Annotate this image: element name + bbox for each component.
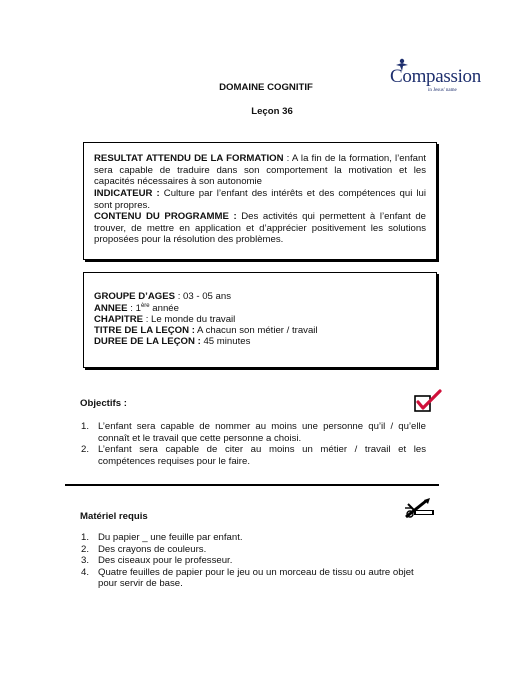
list-item-text: Des ciseaux pour le professeur. — [98, 555, 233, 567]
groupe-label: GROUPE D’AGES — [94, 291, 176, 302]
groupe-line — [94, 291, 231, 303]
list-item-text: L’enfant sera capable de citer au moins un métier / travail et les compétences requises pour le faire. — [98, 444, 426, 467]
titre-value: A chacun son métier / travail — [194, 325, 318, 336]
list-item — [81, 544, 426, 556]
contenu-text: Des activités qui permettent à l’enfant de trouver, de mettre en application et d’apprécier positivement les solutions proposées pour la résolution des problèmes. — [94, 211, 426, 246]
list-item-number: 3. — [81, 555, 90, 567]
resultat-text: : A la fin de la formation, l’enfant sera capable de traduire dans son comportement la motivation et les capacités nécessaires à son autonomie — [94, 153, 426, 188]
duree-line — [94, 336, 250, 348]
list-item-number: 1. — [81, 532, 90, 543]
chapitre-line — [94, 314, 235, 326]
annee-value-post: année — [149, 303, 179, 314]
list-item-text: Du papier _ une feuille par enfant. — [98, 532, 243, 543]
contenu-paragraph — [94, 211, 426, 246]
contenu-label: CONTENU DU PROGRAMME : — [94, 211, 237, 222]
annee-label: ANNEE — [94, 303, 128, 314]
compassion-logo — [382, 58, 481, 102]
materiel-list — [81, 532, 426, 590]
domain-title: DOMAINE COGNITIF — [219, 82, 313, 93]
resultat-paragraph — [94, 153, 426, 188]
titre-line — [94, 325, 318, 337]
list-item — [81, 567, 426, 590]
duree-value: 45 minutes — [200, 336, 251, 347]
materiel-title: Matériel requis — [80, 511, 148, 522]
annee-sup: ère — [140, 303, 150, 309]
groupe-value: : 03 - 05 ans — [175, 291, 232, 302]
section-divider — [65, 484, 439, 486]
list-item — [81, 444, 426, 467]
indicateur-paragraph — [94, 188, 426, 211]
checkbox-check-icon — [413, 389, 443, 415]
annee-line — [94, 303, 179, 315]
objectifs-list — [81, 421, 426, 467]
list-item-number: 4. — [81, 566, 90, 578]
list-item-text: Des crayons de couleurs. — [98, 543, 207, 555]
list-item — [81, 421, 426, 444]
lesson-title — [0, 106, 532, 117]
duree-label: DUREE DE LA LEÇON : — [94, 336, 201, 347]
list-item-number: 2. — [81, 444, 90, 456]
lesson-title-text: Leçon 36 — [251, 106, 293, 117]
list-item-number: 1. — [81, 421, 90, 432]
list-item-number: 2. — [81, 543, 90, 555]
logo-subline: in Jesus' name — [428, 88, 457, 93]
indicateur-text: Culture par l’enfant des intérêts et des compétences qui lui sont propres. — [94, 188, 426, 211]
logo-wordmark: Compassion — [390, 66, 481, 87]
chapitre-value: : Le monde du travail — [143, 314, 236, 325]
list-item-text: L’enfant sera capable de nommer au moins une personne qu’il / qu’elle connaît et le travail que cette personne a choisi. — [98, 421, 426, 444]
resultat-label: RESULTAT ATTENDU DE LA FORMATION — [94, 153, 284, 164]
list-item — [81, 532, 426, 544]
learning-outcome-box — [83, 142, 437, 260]
objectifs-title: Objectifs : — [80, 398, 127, 409]
chapitre-label: CHAPITRE — [94, 314, 144, 325]
indicateur-label: INDICATEUR : — [94, 188, 160, 199]
pencil-tools-icon — [402, 496, 438, 522]
list-item — [81, 555, 426, 567]
list-item-text: Quatre feuilles de papier pour le jeu ou un morceau de tissu ou autre objet pour servir de base. — [98, 566, 414, 590]
titre-label: TITRE DE LA LEÇON : — [94, 325, 195, 336]
lesson-info-box — [83, 272, 437, 368]
annee-value-pre: : 1 — [127, 303, 141, 314]
